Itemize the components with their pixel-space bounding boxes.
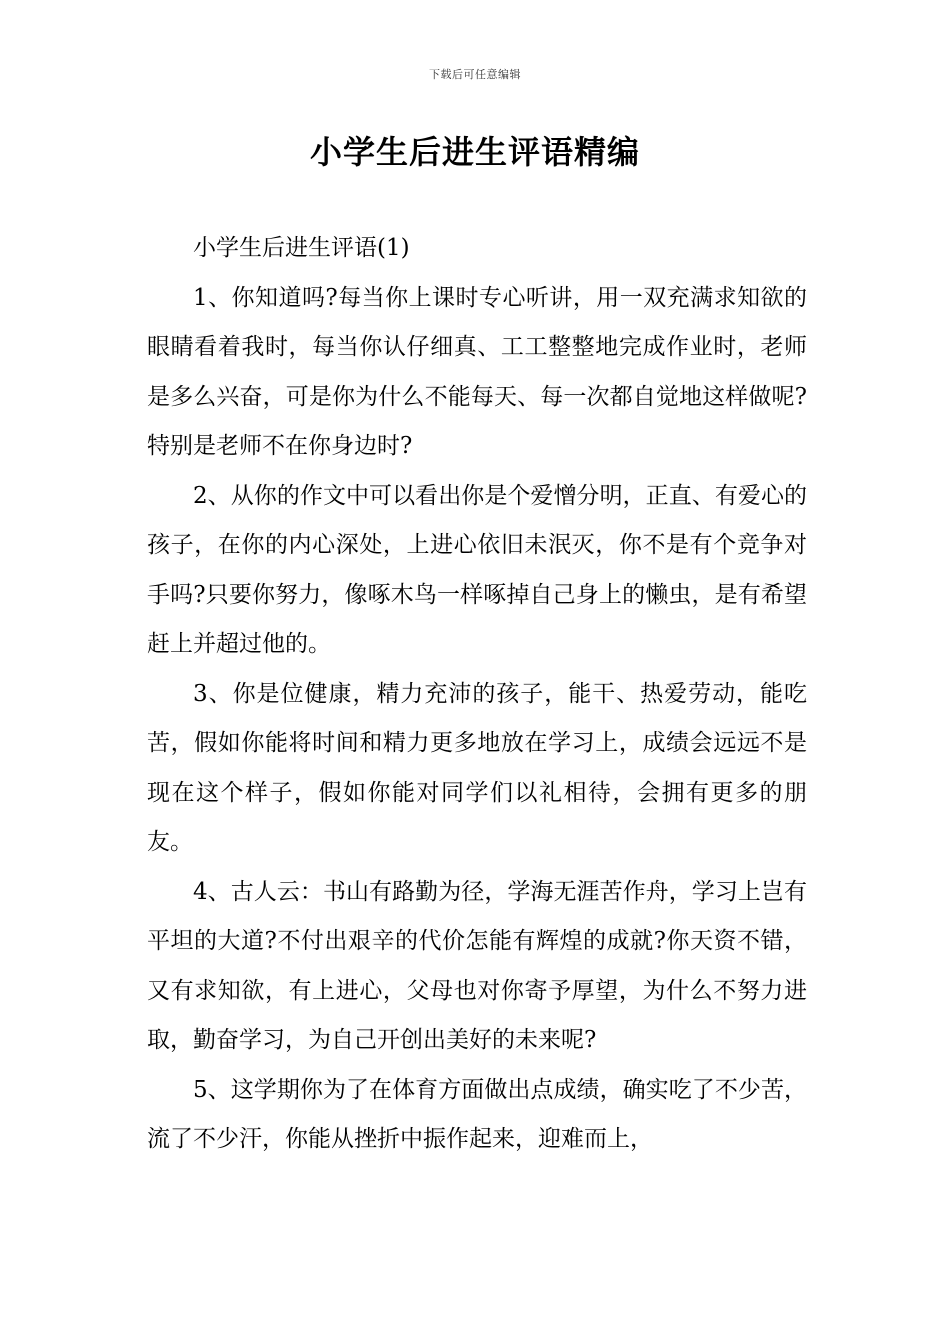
comment-paragraph-1: 1、你知道吗?每当你上课时专心听讲，用一双充满求知欲的眼睛看着我时，每当你认仔细真、工工整整地完成作业时，老师是多么兴奋，可是你为什么不能每天、每一次都自觉地这样做呢?特别是老师不在你身边时?: [147, 284, 807, 459]
comment-paragraph-4: 4、古人云：书山有路勤为径，学海无涯苦作舟，学习上岂有平坦的大道?不付出艰辛的代价怎能有辉煌的成就?你天资不错，又有求知欲，有上进心，父母也对你寄予厚望，为什么不努力进取，勤奋学习，为自己开创出美好的未来呢?: [147, 878, 807, 1053]
comment-paragraph-2: 2、从你的作文中可以看出你是个爱憎分明，正直、有爱心的孩子，在你的内心深处，上进心依旧未泯灭，你不是有个竞争对手吗?只要你努力，像啄木鸟一样啄掉自己身上的懒虫，是有希望赶上并超过他的。: [147, 482, 807, 657]
header-note: 下载后可任意编辑: [429, 68, 521, 81]
comment-paragraph-5: 5、这学期你为了在体育方面做出点成绩，确实吃了不少苦，流了不少汗，你能从挫折中振作起来，迎难而上，: [147, 1076, 807, 1152]
section-subtitle: 小学生后进生评语(1): [193, 235, 410, 261]
comment-paragraph-3: 3、你是位健康，精力充沛的孩子，能干、热爱劳动，能吃苦，假如你能将时间和精力更多地放在学习上，成绩会远远不是现在这个样子，假如你能对同学们以礼相待，会拥有更多的朋友。: [147, 680, 807, 855]
document-body: [147, 224, 807, 1165]
document-title: 小学生后进生评语精编: [309, 133, 640, 171]
